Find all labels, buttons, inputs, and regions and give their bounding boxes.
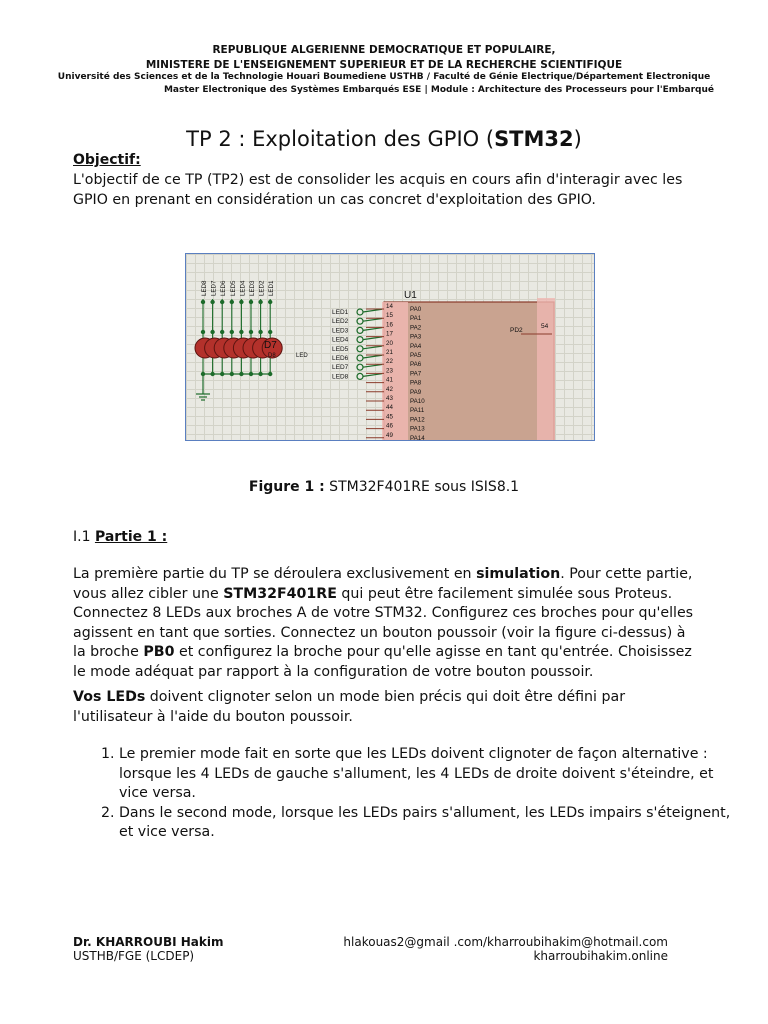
terminal-label: LED6 — [332, 355, 349, 362]
partie1-bold-simulation: simulation — [476, 566, 561, 582]
chip-pin-num: 22 — [386, 358, 393, 366]
figure-caption — [0, 479, 768, 495]
footer-affiliation: USTHB/FGE (LCDEP) — [73, 949, 195, 963]
footer-author: Dr. KHARROUBI Hakim — [73, 935, 224, 949]
modes-list — [73, 745, 744, 843]
led-node-icon — [201, 330, 205, 334]
chip-pin-name: PA9 — [410, 388, 422, 396]
chip-pin-num: 44 — [386, 404, 393, 412]
led-top-node-icon — [258, 300, 262, 304]
chip-label: U1 — [404, 290, 417, 301]
section-num: I.1 — [73, 529, 95, 545]
terminal-label: LED8 — [332, 373, 349, 381]
terminal-icon — [357, 346, 363, 352]
led-top-node-icon — [230, 300, 234, 304]
section-heading — [73, 529, 167, 545]
chip-pin-name: PA2 — [410, 324, 422, 332]
pd2-pin-name: PD2 — [510, 327, 523, 334]
chip-right-pin-area — [537, 298, 555, 440]
led-top-node-icon — [249, 300, 253, 304]
led-column-label: LED4 — [239, 280, 247, 296]
terminal-icon — [357, 364, 363, 370]
led-node-icon — [230, 330, 234, 334]
title-prefix: TP 2 : Exploitation des GPIO ( — [186, 127, 495, 151]
chip-pin-name: PA4 — [410, 342, 422, 350]
led-top-node-icon — [201, 300, 205, 304]
list-item: 2. Dans le second mode, lorsque les LEDs pairs s'allument, les LEDs impairs s'éteignent, et vice versa. — [119, 804, 744, 843]
chip-pin-name: PA6 — [410, 361, 422, 369]
partie1-text-3: qui peut être facilement simulée sous Proteus. Connectez 8 LEDs aux broches A de votre STM32. Configurez ces broches pour qu'elles agissent en tant que sorties. Connectez un bouton poussoir (voir la figure ci-dessus) à la broche — [73, 585, 694, 660]
objectif-text: L'objectif de ce TP (TP2) est de consolider les acquis en cours afin d'interagir avec les GPIO en prenant en considération un cas concret d'exploitation des GPIO. — [73, 172, 683, 208]
led-column-label: LED8 — [201, 280, 208, 296]
chip-pin-num: 14 — [386, 303, 393, 310]
pd2-pin-num: 54 — [541, 323, 549, 330]
terminal-label: LED5 — [332, 345, 349, 353]
footer-site: kharroubihakim.online — [533, 949, 668, 963]
header-line-2: MINISTERE DE L'ENSEIGNEMENT SUPERIEUR ET DE LA RECHERCHE SCIENTIFIQUE — [145, 59, 623, 71]
terminal-icon — [357, 309, 363, 315]
led-array — [195, 280, 282, 376]
led-text: LED — [296, 353, 308, 359]
led-ref-small: D8 — [268, 353, 276, 359]
header-line-1: REPUBLIQUE ALGERIENNE DEMOCRATIQUE ET POPULAIRE, — [212, 44, 556, 56]
partie1-paragraph — [73, 565, 698, 682]
chip-pin-name: PA12 — [410, 416, 425, 424]
chip-pin-num: 46 — [386, 422, 393, 430]
partie1-text-1: La première partie du TP se déroulera exclusivement en — [73, 566, 477, 582]
chip-pin-num: 15 — [386, 312, 393, 320]
led-top-node-icon — [220, 300, 224, 304]
terminal-label: LED2 — [332, 318, 349, 326]
led-column-label: LED6 — [220, 280, 228, 296]
led-terminals — [332, 309, 384, 380]
led-column-label: LED5 — [229, 280, 237, 296]
chip-pin-num: 42 — [386, 385, 393, 393]
chip-pin-num: 23 — [386, 367, 393, 375]
chip-pin-name: PA8 — [410, 379, 422, 387]
schematic-svg — [186, 254, 594, 440]
chip-pin-num: 45 — [386, 413, 393, 421]
header-line-4: Master Electronique des Systèmes Embarqués ESE | Module : Architecture des Processeurs pour l'Embarqué — [163, 85, 715, 95]
chip-pin-name: PA1 — [410, 315, 422, 323]
chip-pin-name: PA10 — [410, 398, 425, 405]
chip-pin-name: PA3 — [410, 333, 422, 341]
led-ref-label: D7 — [264, 340, 277, 351]
led-column-label: LED2 — [258, 280, 266, 296]
terminal-icon — [357, 355, 363, 361]
title-suffix: ) — [573, 127, 582, 151]
led-node-icon — [220, 330, 224, 334]
led-top-node-icon — [239, 300, 243, 304]
chip-pin-name: PA14 — [410, 434, 425, 440]
list-item: 1. Le premier mode fait en sorte que les LEDs doivent clignoter de façon alternative : lorsque les 4 LEDs de gauche s'allument, les 4 LEDs de droite doivent s'éteindre, et vice versa. — [119, 745, 744, 804]
terminal-icon — [357, 318, 363, 324]
led-top-node-icon — [210, 300, 214, 304]
chip-pin-name: PA11 — [410, 407, 425, 415]
chip-pin-name: PA13 — [410, 425, 425, 433]
leds-bold: Vos LEDs — [73, 689, 146, 705]
chip-pin-num: 43 — [386, 395, 393, 402]
caption-text: STM32F401RE sous ISIS8.1 — [324, 479, 520, 495]
footer-email: hlakouas2@gmail .com/kharroubihakim@hotmail.com — [343, 935, 668, 949]
led-column-label: LED3 — [249, 280, 256, 296]
partie1-bold-pin: PB0 — [143, 644, 175, 660]
terminal-label: LED4 — [332, 336, 349, 344]
title-bold: STM32 — [494, 127, 574, 151]
terminal-icon — [357, 373, 363, 379]
chip-pin-num: 21 — [386, 349, 393, 356]
chip-pin-num: 20 — [386, 339, 393, 347]
schematic-figure — [185, 253, 595, 441]
terminal-label: LED1 — [332, 309, 349, 316]
chip-pin-num: 17 — [386, 330, 393, 338]
led-column-label: LED1 — [268, 280, 276, 296]
led-column-label: LED7 — [210, 280, 218, 296]
led-node-icon — [249, 330, 253, 334]
led-node-icon — [239, 330, 243, 334]
objectif-label: Objectif: — [73, 152, 141, 168]
chip-pin-num: 16 — [386, 321, 393, 329]
led-node-icon — [210, 330, 214, 334]
terminal-icon — [357, 337, 363, 343]
chip-pin-num: 41 — [386, 376, 393, 384]
partie1-bold-board: STM32F401RE — [223, 585, 337, 602]
terminal-label: LED3 — [332, 327, 349, 335]
leds-text: doivent clignoter selon un mode bien précis qui doit être défini par l'utilisateur à l'aide du bouton poussoir. — [73, 689, 626, 725]
caption-bold: Figure 1 : — [248, 479, 325, 495]
section-label: Partie 1 : — [94, 529, 168, 545]
leds-paragraph — [73, 688, 698, 727]
page-title — [0, 127, 768, 151]
header-line-3: Université des Sciences et de la Technologie Houari Boumediene USTHB / Faculté de Génie Electrique/Département Electronique — [57, 72, 711, 82]
chip-pin-name: PA0 — [410, 306, 422, 313]
led-top-node-icon — [268, 300, 272, 304]
chip-pin-name: PA5 — [410, 352, 422, 359]
terminal-icon — [357, 327, 363, 333]
led-node-icon — [258, 330, 262, 334]
terminal-label: LED7 — [332, 364, 349, 372]
chip-pin-num: 49 — [386, 431, 393, 439]
partie1-text-4: et configurez la broche pour qu'elle agisse en tant qu'entrée. Choisissez le mode adéquat par rapport à la configuration de votre bouton poussoir. — [73, 644, 692, 680]
led-node-icon — [268, 330, 272, 334]
chip-pin-name: PA7 — [410, 370, 422, 378]
partie1-text-2: . Pour cette partie, vous allez cibler une — [73, 566, 693, 602]
